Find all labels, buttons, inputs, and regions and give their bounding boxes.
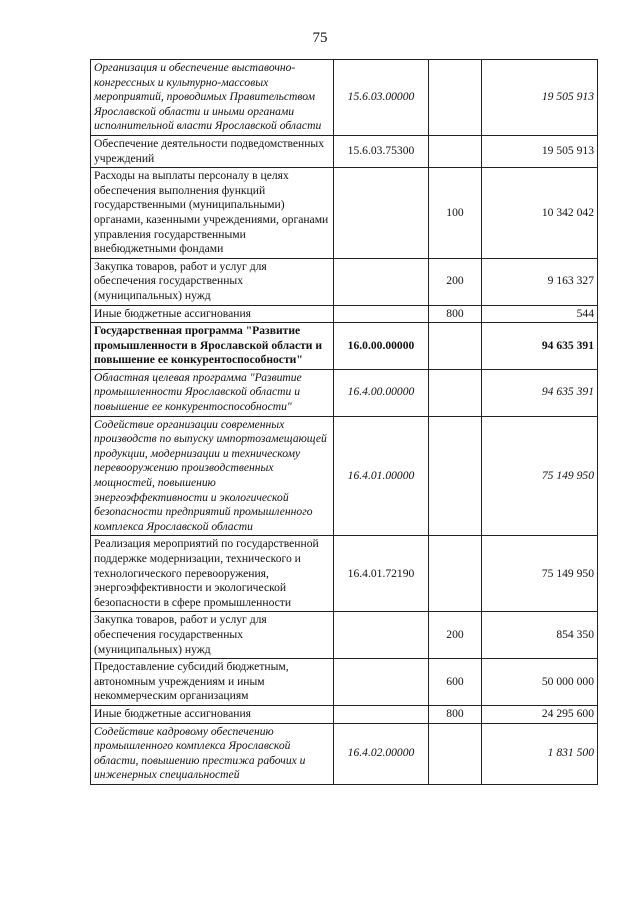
table-row	[91, 323, 598, 370]
row-expense-type-cell: 800	[429, 705, 482, 723]
row-amount-cell: 1 831 500	[482, 723, 598, 784]
row-expense-type-cell	[429, 135, 482, 167]
row-name-cell: Предоставление субсидий бюджетным, автономным учреждениям и иным некоммерческим организациям	[91, 659, 334, 706]
table-row	[91, 536, 598, 612]
row-name-cell: Государственная программа "Развитие промышленности в Ярославской области и повышение ее конкурентоспособности"	[91, 323, 334, 370]
row-expense-type-cell: 200	[429, 258, 482, 305]
table-row	[91, 258, 598, 305]
row-name-cell: Закупка товаров, работ и услуг для обеспечения государственных (муниципальных) нужд	[91, 612, 334, 659]
row-amount-cell: 50 000 000	[482, 659, 598, 706]
table-row	[91, 612, 598, 659]
row-name-cell: Областная целевая программа "Развитие промышленности Ярославской области и повышение ее конкурентоспособности"	[91, 369, 334, 416]
row-code-cell	[334, 258, 429, 305]
row-code-cell	[334, 705, 429, 723]
budget-table-body	[91, 60, 598, 785]
table-row	[91, 305, 598, 323]
table-row	[91, 723, 598, 784]
row-expense-type-cell	[429, 369, 482, 416]
row-expense-type-cell	[429, 323, 482, 370]
row-amount-cell: 854 350	[482, 612, 598, 659]
row-name-cell: Реализация мероприятий по государственной поддержке модернизации, технического и технологического перевооружения, энергоэффективности и экологической безопасности в сфере промышленности	[91, 536, 334, 612]
row-code-cell: 16.4.01.72190	[334, 536, 429, 612]
row-code-cell	[334, 168, 429, 259]
row-name-cell: Иные бюджетные ассигнования	[91, 705, 334, 723]
row-name-cell: Расходы на выплаты персоналу в целях обеспечения выполнения функций государственными (муниципальными) органами, казенными учреждениями, органами управления государственными внебюджетными фондами	[91, 168, 334, 259]
table-row	[91, 135, 598, 167]
row-expense-type-cell: 200	[429, 612, 482, 659]
row-expense-type-cell	[429, 60, 482, 136]
table-row	[91, 416, 598, 536]
row-name-cell: Закупка товаров, работ и услуг для обеспечения государственных (муниципальных) нужд	[91, 258, 334, 305]
table-row	[91, 60, 598, 136]
row-amount-cell: 10 342 042	[482, 168, 598, 259]
row-name-cell: Обеспечение деятельности подведомственных учреждений	[91, 135, 334, 167]
row-code-cell	[334, 612, 429, 659]
row-code-cell: 16.0.00.00000	[334, 323, 429, 370]
row-amount-cell: 94 635 391	[482, 323, 598, 370]
row-name-cell: Содействие организации современных производств по выпуску импортозамещающей продукции, модернизации и техническому перевооружению производственных мощностей, повышению энергоэффективности и экологической безопасности предприятий промышленного комплекса Ярославской области	[91, 416, 334, 536]
row-amount-cell: 75 149 950	[482, 416, 598, 536]
row-name-cell: Содействие кадровому обеспечению промышленного комплекса Ярославской области, повышению престижа рабочих и инженерных специальностей	[91, 723, 334, 784]
row-code-cell: 16.4.01.00000	[334, 416, 429, 536]
row-expense-type-cell	[429, 416, 482, 536]
budget-table	[90, 59, 598, 785]
row-name-cell: Иные бюджетные ассигнования	[91, 305, 334, 323]
row-expense-type-cell: 100	[429, 168, 482, 259]
row-code-cell: 15.6.03.00000	[334, 60, 429, 136]
row-amount-cell: 544	[482, 305, 598, 323]
row-amount-cell: 19 505 913	[482, 60, 598, 136]
row-amount-cell: 19 505 913	[482, 135, 598, 167]
row-code-cell: 15.6.03.75300	[334, 135, 429, 167]
page-number: 75	[312, 30, 328, 46]
row-amount-cell: 94 635 391	[482, 369, 598, 416]
row-code-cell	[334, 305, 429, 323]
row-expense-type-cell: 800	[429, 305, 482, 323]
row-expense-type-cell: 600	[429, 659, 482, 706]
row-code-cell: 16.4.00.00000	[334, 369, 429, 416]
row-code-cell	[334, 659, 429, 706]
table-row	[91, 705, 598, 723]
row-code-cell: 16.4.02.00000	[334, 723, 429, 784]
row-amount-cell: 9 163 327	[482, 258, 598, 305]
row-amount-cell: 75 149 950	[482, 536, 598, 612]
table-row	[91, 369, 598, 416]
row-expense-type-cell	[429, 723, 482, 784]
row-expense-type-cell	[429, 536, 482, 612]
row-name-cell: Организация и обеспечение выставочно-конгрессных и культурно-массовых мероприятий, проводимых Правительством Ярославской области и иными органами исполнительной власти Ярославской области	[91, 60, 334, 136]
table-row	[91, 168, 598, 259]
table-row	[91, 659, 598, 706]
row-amount-cell: 24 295 600	[482, 705, 598, 723]
